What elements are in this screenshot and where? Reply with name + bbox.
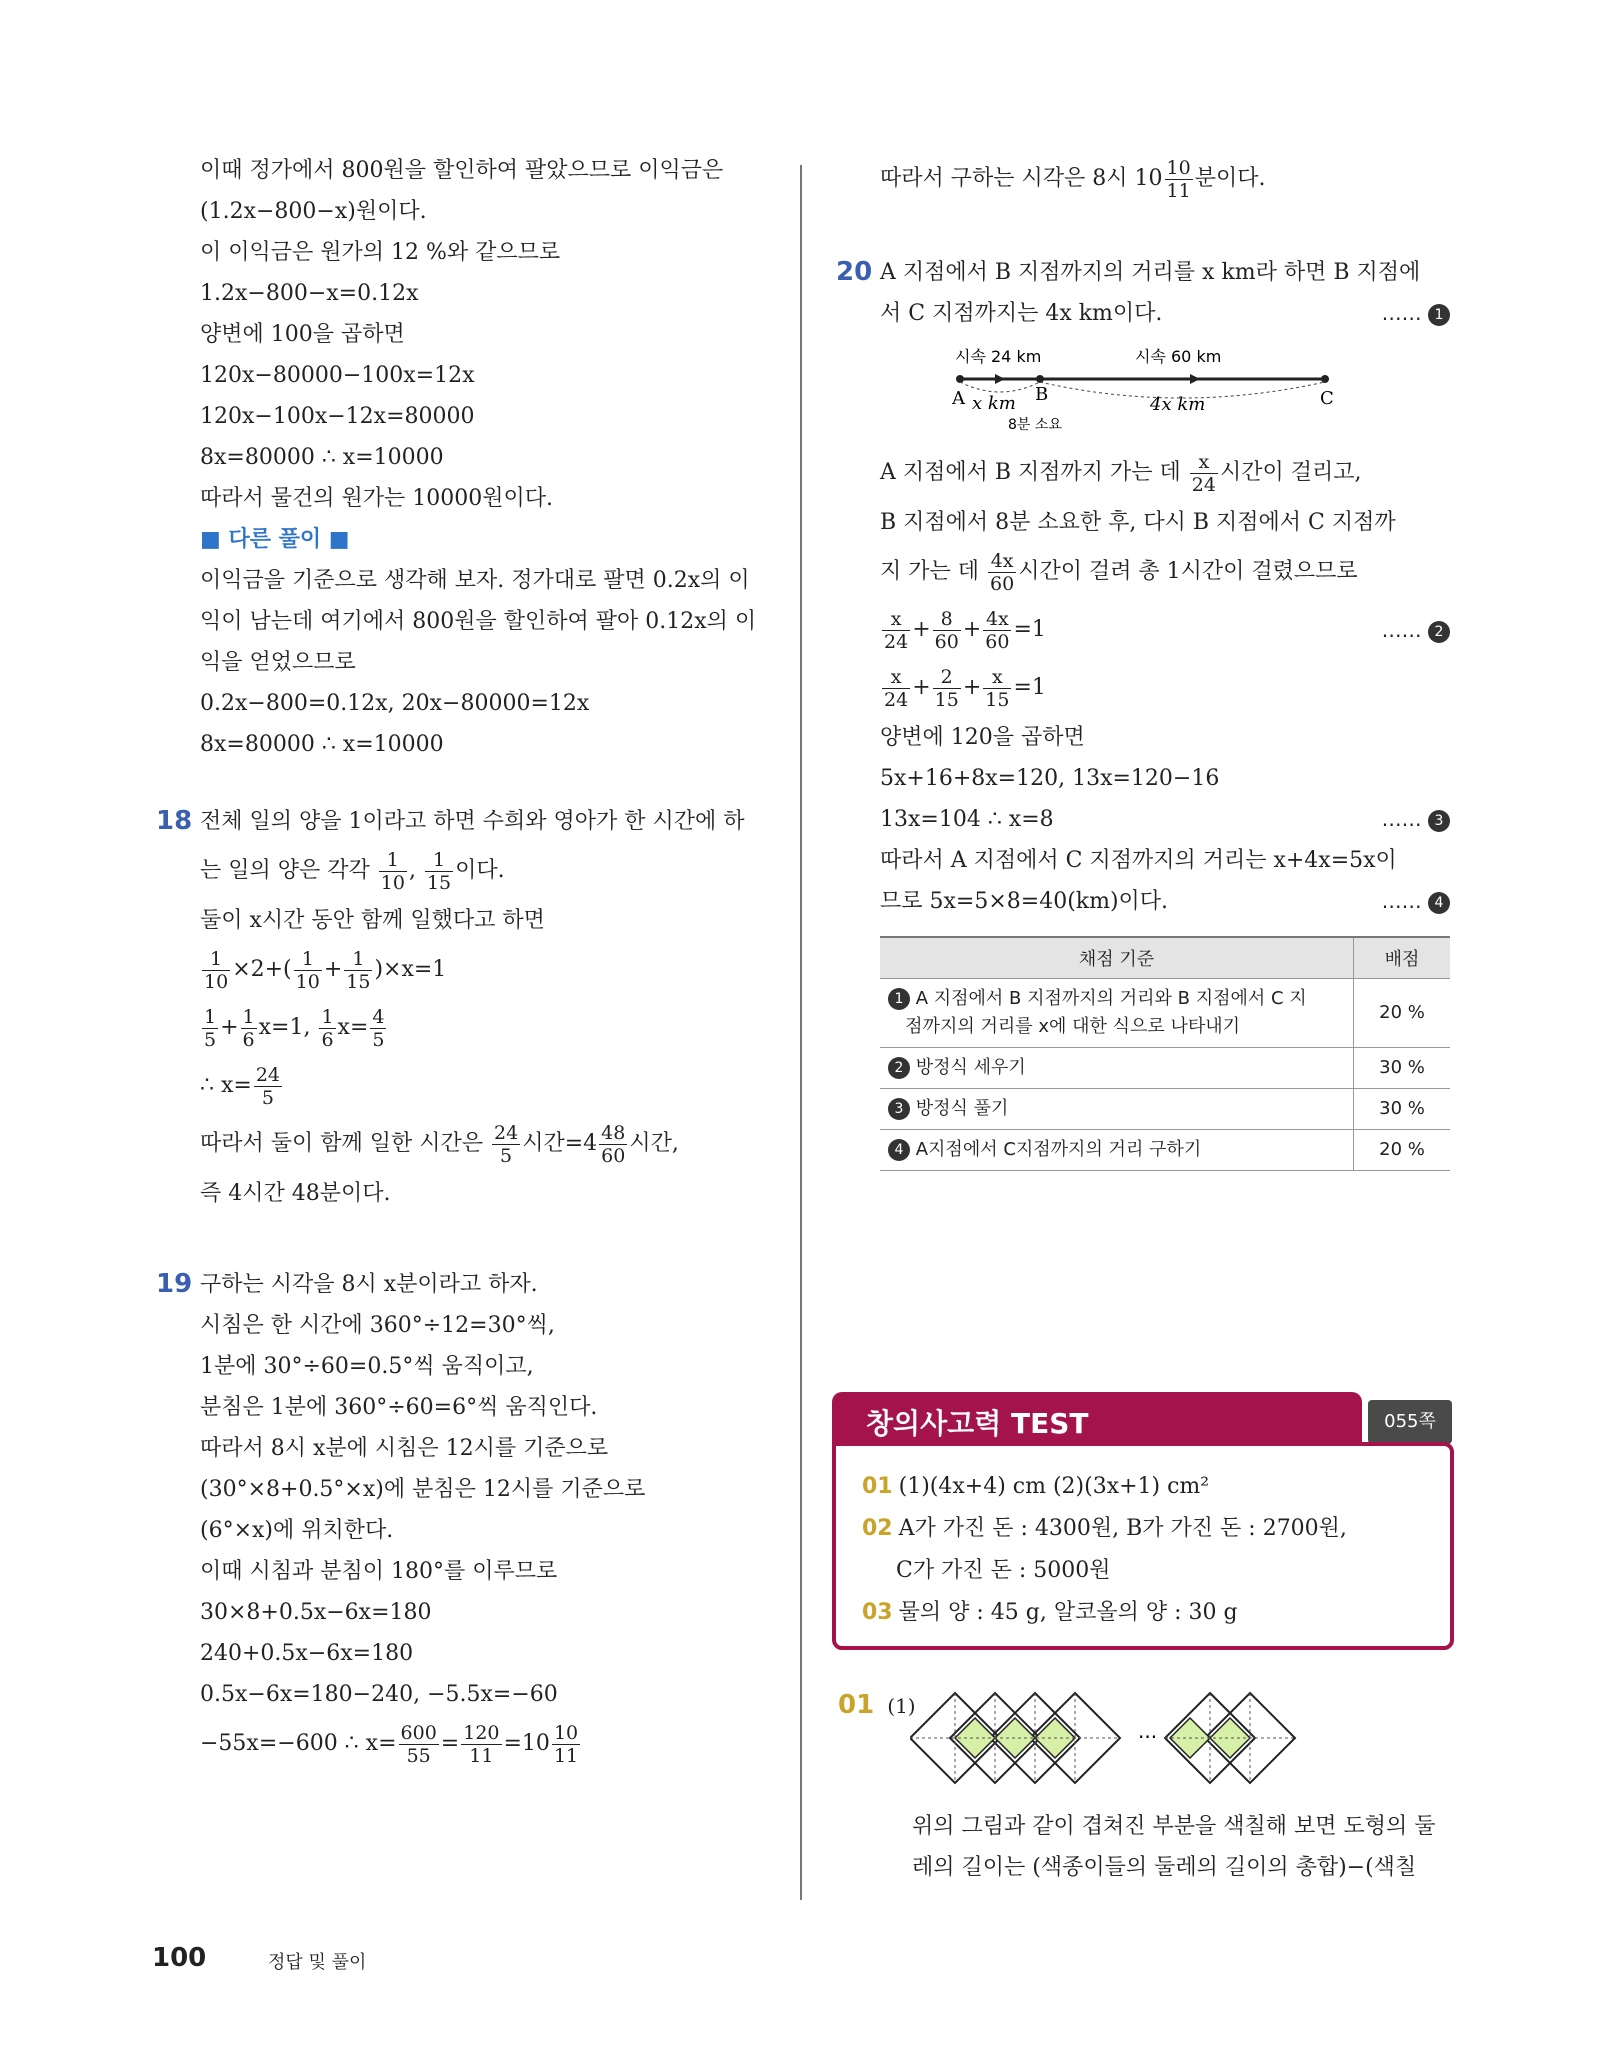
text-line: 이때 정가에서 800원을 할인하여 팔았으므로 이익금은 <box>200 158 724 183</box>
step-2-icon: 2 <box>888 1057 910 1079</box>
fraction: $\frac{24}{5}$ <box>494 1121 519 1167</box>
fraction: $\frac{48}{60}$ <box>601 1121 626 1167</box>
test-answers <box>832 1442 1454 1650</box>
answer-text: (1)(4x+4) cm (2)(3x+1) cm² <box>898 1474 1210 1499</box>
fraction: $\frac{x}{24}$ <box>884 607 909 653</box>
text-line: 익이 남는데 여기에서 800원을 할인하여 팔아 0.12x의 이 <box>200 609 757 634</box>
label-a: A <box>952 388 965 409</box>
table-row <box>880 1089 1450 1130</box>
table-cell: 20 % <box>1354 1130 1451 1171</box>
fraction: $\frac{1}{10}$ <box>380 848 405 894</box>
problem-20-line <box>836 252 1450 293</box>
text-line <box>880 543 1450 601</box>
text-line <box>880 150 1450 208</box>
criterion-text: A지점에서 C지점까지의 거리 구하기 <box>915 1139 1202 1160</box>
fraction: $\frac{10}{11}$ <box>1166 156 1191 202</box>
table-header-row <box>880 937 1450 979</box>
text-span: 13x=104 ∴ x=8 <box>880 807 1054 832</box>
equation-line <box>880 799 1450 840</box>
step-marker <box>1382 293 1450 334</box>
text-line: 익을 얻었으므로 <box>200 650 356 675</box>
fraction: $\frac{600}{55}$ <box>400 1721 437 1767</box>
text-line: 이때 시침과 분침이 180°를 이루므로 <box>200 1559 558 1584</box>
table-cell <box>880 1089 1354 1130</box>
left-column <box>156 150 780 1773</box>
equation-line: −55x=−600 ∴ x= $\frac{600}{55}$ = $\frac{120}{11}$ =10 $\frac{10}{11}$ <box>200 1721 579 1767</box>
text-span: 이다. <box>455 858 505 883</box>
column-header: 채점 기준 <box>880 937 1354 979</box>
text-span: 는 일의 양은 각각 <box>200 858 377 883</box>
text-line: 따라서 물건의 원가는 10000원이다. <box>200 486 553 511</box>
fraction: $\frac{1}{15}$ <box>346 947 371 993</box>
text-span: 따라서 둘이 함께 일한 시간은 <box>200 1131 490 1156</box>
fraction: $\frac{2}{15}$ <box>934 665 959 711</box>
text-span: =1 <box>1013 675 1046 700</box>
answer-line: C가 가진 돈 : 5000원 <box>896 1558 1111 1583</box>
text-span: ∴ x= <box>200 1073 252 1098</box>
equation-line: $\frac{x}{24}$ + $\frac{8}{60}$ + $\frac{4x}{60}$ =1 …… 2 <box>880 601 1450 659</box>
arrow-icon <box>1190 374 1200 384</box>
answer-text: 물의 양 : 45 g, 알코올의 양 : 30 g <box>898 1600 1238 1625</box>
fraction: $\frac{120}{11}$ <box>463 1721 500 1767</box>
table-cell: 30 % <box>1354 1089 1451 1130</box>
point-a <box>956 375 964 383</box>
problem-01-number: 01 <box>838 1690 875 1720</box>
equation-line: 0.5x−6x=180−240, −5.5x=−60 <box>200 1682 558 1707</box>
text-line: 양변에 100을 곱하면 <box>200 322 405 347</box>
equation-line <box>200 1057 780 1115</box>
equation-line: 5x+16+8x=120, 13x=120−16 <box>880 766 1220 791</box>
equation-line: 30×8+0.5x−6x=180 <box>200 1600 432 1625</box>
text-span: 시간=4 <box>522 1131 598 1156</box>
criterion-text: 방정식 풀기 <box>915 1098 1009 1119</box>
dots: …… <box>1381 301 1422 325</box>
test-header <box>832 1392 1362 1446</box>
step-4-icon: 4 <box>1428 892 1450 914</box>
column-header: 배점 <box>1354 937 1451 979</box>
text-span: 시간, <box>629 1131 679 1156</box>
creative-thinking-test-box <box>832 1392 1454 1652</box>
text-span: 시간이 걸리고, <box>1219 460 1362 485</box>
equation-line: 0.2x−800=0.12x, 20x−80000=12x <box>200 691 590 716</box>
text-span: 므로 5x=5×8=40(km)이다. <box>880 889 1169 914</box>
problem-19-number: 19 <box>156 1269 193 1299</box>
answer-line <box>862 1592 1347 1634</box>
fraction: $\frac{x}{24}$ <box>884 665 909 711</box>
text-line: (6°×x)에 위치한다. <box>200 1518 394 1543</box>
grading-table <box>880 936 1450 1171</box>
point-c <box>1321 375 1329 383</box>
fraction: $\frac{1}{6}$ <box>321 1005 334 1051</box>
text-line: 따라서 A 지점에서 C 지점까지의 거리는 x+4x=5x이 <box>880 848 1397 873</box>
table-cell: 30 % <box>1354 1048 1451 1089</box>
fraction: $\frac{24}{5}$ <box>255 1063 281 1109</box>
alternate-solution-heading: ■ 다른 풀이 ■ <box>200 527 350 552</box>
problem-19-line <box>156 1264 780 1305</box>
dots: …… <box>1381 807 1422 831</box>
equation-line: 120x−80000−100x=12x <box>200 363 475 388</box>
label-c: C <box>1320 388 1334 409</box>
distance-arc-ab <box>960 382 1040 392</box>
label-wait: 8분 소요 <box>1008 417 1062 433</box>
problem-18-line <box>156 801 780 842</box>
text-span: A 지점에서 B 지점까지 가는 데 <box>880 460 1188 485</box>
problem-18-number: 18 <box>156 806 193 836</box>
equation-line: 240+0.5x−6x=180 <box>200 1641 414 1666</box>
step-3-icon: 3 <box>888 1098 910 1120</box>
text-line: 는 일의 양은 각각 $\frac{1}{10}$ , $\frac{1}{15}$ 이다. <box>200 848 505 894</box>
equation-line: $\frac{1}{10}$ ×2+( $\frac{1}{10}$ + $\frac{1}{15}$ )×x=1 <box>204 947 447 993</box>
text-line: A 지점에서 B 지점까지의 거리를 x km라 하면 B 지점에 <box>880 260 1421 285</box>
footer-label: 정답 및 풀이 <box>268 1952 367 1973</box>
step-1-icon: 1 <box>1428 304 1450 326</box>
text-line: 1분에 30°÷60=0.5°씩 움직이고, <box>200 1354 534 1379</box>
dots: …… <box>1381 889 1422 913</box>
equation-line: 1.2x−800−x=0.12x <box>200 281 419 306</box>
table-cell: 20 % <box>1354 979 1451 1048</box>
text-line: 위의 그림과 같이 겹쳐진 부분을 색칠해 보면 도형의 둘 <box>912 1814 1436 1839</box>
route-diagram <box>880 334 1450 444</box>
problem-01 <box>838 1690 916 1720</box>
text-line: 구하는 시각을 8시 x분이라고 하자. <box>200 1272 538 1297</box>
fraction: $\frac{4x}{60}$ <box>990 549 1015 595</box>
table-cell <box>880 979 1354 1048</box>
step-marker <box>1382 881 1450 922</box>
page-reference-badge: 055쪽 <box>1368 1400 1452 1444</box>
label-b: B <box>1035 384 1049 405</box>
fraction: $\frac{8}{60}$ <box>934 607 959 653</box>
text-span: 분이다. <box>1194 166 1266 191</box>
fraction: $\frac{4}{5}$ <box>372 1005 385 1051</box>
text-line: 이 이익금은 원가의 12 %와 같으므로 <box>200 240 561 265</box>
overlapping-squares-figure <box>910 1688 1320 1788</box>
text-line: 시침은 한 시간에 360°÷12=30°씩, <box>200 1313 555 1338</box>
problem-01-text <box>912 1806 1436 1888</box>
speed-label-bc: 시속 60 km <box>1135 347 1222 366</box>
point-b <box>1036 375 1044 383</box>
step-marker <box>1382 799 1450 840</box>
table-row <box>880 1130 1450 1171</box>
fraction: $\frac{x}{15}$ <box>985 665 1010 711</box>
step-1-icon: 1 <box>888 988 910 1010</box>
text-line: 즉 4시간 48분이다. <box>200 1181 391 1206</box>
fraction: $\frac{1}{15}$ <box>426 848 452 894</box>
text-line <box>200 1115 780 1173</box>
text-span: 지 가는 데 <box>880 559 986 584</box>
text-span: 시간이 걸려 총 1시간이 걸렸으므로 <box>1018 559 1358 584</box>
equation-line: 120x−100x−12x=80000 <box>200 404 475 429</box>
problem-20-number: 20 <box>836 257 873 287</box>
text-line: 이익금을 기준으로 생각해 보자. 정가대로 팔면 0.2x의 이 <box>200 568 750 593</box>
criterion-text: 방정식 세우기 <box>915 1057 1026 1078</box>
text-line: (1.2x−800−x)원이다. <box>200 199 427 224</box>
text-span: 따라서 구하는 시각은 8시 10 <box>880 166 1163 191</box>
table-row <box>880 1048 1450 1089</box>
answer-number: 01 <box>862 1474 893 1499</box>
equation-line: $\frac{x}{24}$ + $\frac{2}{15}$ + $\frac{x}{15}$ =1 <box>884 665 1046 711</box>
fraction: $\frac{1}{10}$ <box>204 947 229 993</box>
ellipsis: ··· <box>1138 1725 1158 1749</box>
text-span: =1 <box>1013 617 1046 642</box>
step-marker <box>1382 601 1450 659</box>
text-line: 레의 길이는 (색종이들의 둘레의 길이의 총합)−(색칠 <box>912 1855 1417 1880</box>
test-title: 창의사고력 TEST <box>866 1407 1089 1440</box>
table-cell <box>880 1048 1354 1089</box>
fraction: $\frac{1}{5}$ <box>204 1005 217 1051</box>
right-column <box>836 150 1450 1171</box>
fraction: $\frac{1}{10}$ <box>295 947 320 993</box>
arrow-icon <box>995 374 1005 384</box>
text-line: 양변에 120을 곱하면 <box>880 725 1085 750</box>
answer-number: 03 <box>862 1600 893 1625</box>
text-line <box>880 881 1450 922</box>
table-cell <box>880 1130 1354 1171</box>
equation-line: $\frac{1}{5}$ + $\frac{1}{6}$ x=1, $\frac{1}{6}$ x= $\frac{4}{5}$ <box>204 1005 385 1051</box>
answer-text: A가 가진 돈 : 4300원, B가 가진 돈 : 2700원, <box>898 1516 1347 1541</box>
text-line: 따라서 8시 x분에 시침은 12시를 기준으로 <box>200 1436 609 1461</box>
text-line: (30°×8+0.5°×x)에 분침은 12시를 기준으로 <box>200 1477 646 1502</box>
dots: …… <box>1381 618 1422 642</box>
fraction: $\frac{1}{6}$ <box>242 1005 255 1051</box>
text-line: 둘이 x시간 동안 함께 일했다고 하면 <box>200 908 545 933</box>
column-divider <box>800 165 802 1900</box>
step-3-icon: 3 <box>1428 810 1450 832</box>
fraction: $\frac{4x}{60}$ <box>985 607 1010 653</box>
speed-label-ab: 시속 24 km <box>955 347 1042 366</box>
label-ab-distance: x km <box>972 393 1016 414</box>
text-span: x=1, <box>258 1015 318 1040</box>
part-label: (1) <box>887 1694 916 1718</box>
answer-line <box>862 1508 1347 1550</box>
text-span: −55x=−600 ∴ x= <box>200 1731 397 1756</box>
table-row <box>880 979 1450 1048</box>
equation-line: 8x=80000 ∴ x=10000 <box>200 445 444 470</box>
equation-line: 8x=80000 ∴ x=10000 <box>200 732 444 757</box>
text-line: B 지점에서 8분 소요한 후, 다시 B 지점에서 C 지점까 <box>880 510 1396 535</box>
text-line: 분침은 1분에 360°÷60=6°씩 움직인다. <box>200 1395 598 1420</box>
text-line <box>880 293 1450 334</box>
criterion-text: A 지점에서 B 지점까지의 거리와 B 지점에서 C 지 <box>915 988 1307 1009</box>
fraction: $\frac{10}{11}$ <box>553 1721 579 1767</box>
text-span: 서 C 지점까지는 4x km이다. <box>880 301 1163 326</box>
page-number: 100 <box>152 1943 207 1973</box>
answer-line <box>862 1466 1347 1508</box>
text-span: =10 <box>503 1731 550 1756</box>
step-4-icon: 4 <box>888 1139 910 1161</box>
fraction: $\frac{x}{24}$ <box>1191 450 1216 496</box>
text-line: 전체 일의 양을 1이라고 하면 수희와 영아가 한 시간에 하 <box>200 809 745 834</box>
answer-number: 02 <box>862 1516 893 1541</box>
label-bc-distance: 4x km <box>1150 394 1206 415</box>
step-2-icon: 2 <box>1428 621 1450 643</box>
criterion-text: 점까지의 거리를 x에 대한 식으로 나타내기 <box>905 1016 1241 1037</box>
text-line <box>880 444 1450 502</box>
